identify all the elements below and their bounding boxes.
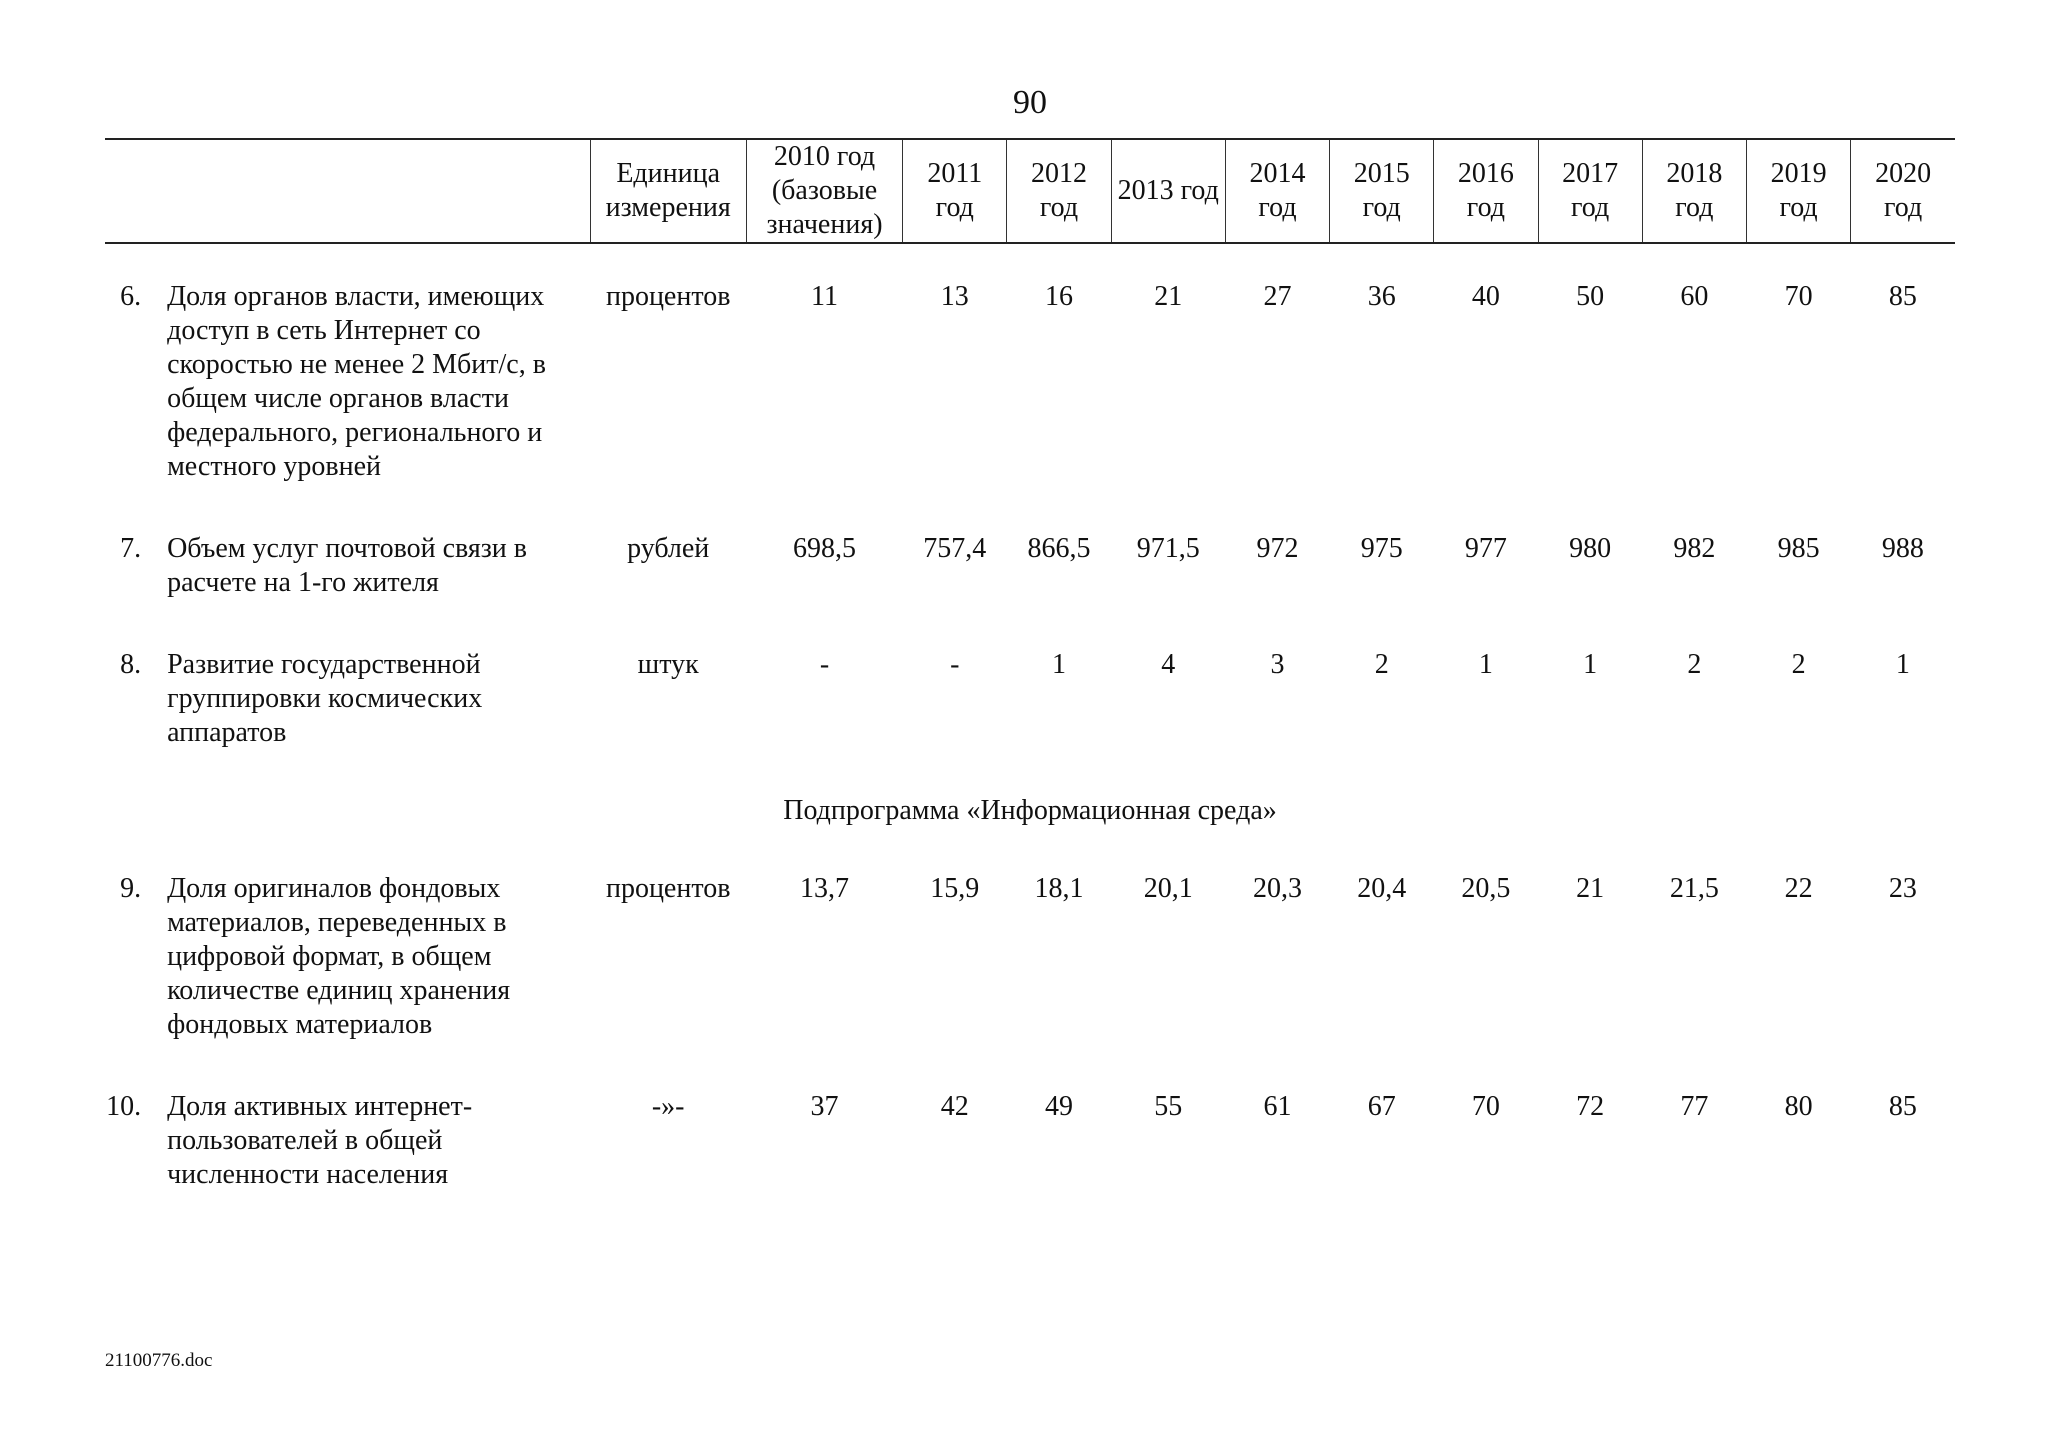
table-row	[105, 532, 1955, 600]
table-row	[105, 1090, 1955, 1192]
value-2012: 18,1	[1034, 873, 1084, 904]
row-number: 9.	[120, 873, 142, 904]
header-year-2018: 2018 год	[1642, 139, 1746, 243]
value-2014: 27	[1263, 281, 1292, 312]
header-year-2017: 2017 год	[1538, 139, 1642, 243]
subprogram-row	[105, 794, 1955, 828]
unit-cell: -»-	[651, 1091, 685, 1122]
value-2013: 21	[1154, 281, 1183, 312]
value-2010: 11	[811, 281, 838, 312]
value-2010: 13,7	[800, 873, 850, 904]
row-number: 8.	[120, 649, 142, 680]
value-2017: 21	[1576, 873, 1605, 904]
row-number: 10.	[106, 1091, 142, 1122]
value-2019: 70	[1784, 281, 1813, 312]
value-2010: 37	[810, 1091, 839, 1122]
indicator-name: Доля активных интернет-пользователей в общей численности населения	[167, 1091, 473, 1190]
value-2017: 50	[1576, 281, 1605, 312]
value-2016: 40	[1471, 281, 1500, 312]
value-2018: 21,5	[1669, 873, 1719, 904]
value-2018: 60	[1680, 281, 1709, 312]
page-number: 90	[1013, 84, 1047, 121]
value-2016: 70	[1471, 1091, 1500, 1122]
table-row	[105, 872, 1955, 1042]
value-2020: 988	[1881, 533, 1924, 564]
value-2014: 3	[1270, 649, 1285, 680]
value-2017: 980	[1569, 533, 1612, 564]
value-2013: 20,1	[1143, 873, 1193, 904]
value-2010: -	[819, 649, 830, 680]
header-year-2019: 2019 год	[1746, 139, 1850, 243]
header-year-2020: 2020 год	[1851, 139, 1955, 243]
value-2015: 67	[1367, 1091, 1396, 1122]
value-2014: 972	[1256, 533, 1299, 564]
value-2012: 49	[1045, 1091, 1074, 1122]
indicator-name: Развитие государственной группировки космических аппаратов	[167, 649, 483, 748]
value-2015: 2	[1374, 649, 1389, 680]
value-2020: 85	[1888, 1091, 1917, 1122]
unit-cell: рублей	[627, 533, 710, 564]
value-2017: 72	[1576, 1091, 1605, 1122]
value-2018: 77	[1680, 1091, 1709, 1122]
value-2012: 16	[1045, 281, 1074, 312]
table-header-row	[105, 139, 1955, 243]
value-2016: 20,5	[1461, 873, 1511, 904]
value-2016: 977	[1464, 533, 1507, 564]
value-2020: 23	[1888, 873, 1917, 904]
row-number: 6.	[120, 281, 142, 312]
value-2012: 1	[1052, 649, 1067, 680]
table-row	[105, 648, 1955, 750]
header-number-cell	[105, 139, 145, 243]
header-indicator-cell	[145, 139, 590, 243]
header-year-2016: 2016 год	[1434, 139, 1538, 243]
value-2011: 13	[940, 281, 969, 312]
unit-cell: процентов	[605, 281, 731, 312]
value-2020: 85	[1888, 281, 1917, 312]
value-2019: 2	[1791, 649, 1806, 680]
header-year-2013: 2013 год	[1111, 139, 1225, 243]
value-2014: 61	[1263, 1091, 1292, 1122]
header-base-year: 2010 год (базовые значения)	[746, 139, 902, 243]
value-2011: 42	[940, 1091, 969, 1122]
unit-cell: штук	[637, 649, 699, 680]
value-2013: 4	[1161, 649, 1176, 680]
value-2011: 757,4	[923, 533, 987, 564]
header-year-2011: 2011 год	[903, 139, 1007, 243]
value-2010: 698,5	[793, 533, 857, 564]
value-2018: 2	[1687, 649, 1702, 680]
table-row	[105, 280, 1955, 484]
value-2013: 55	[1154, 1091, 1183, 1122]
value-2019: 80	[1784, 1091, 1813, 1122]
header-year-2015: 2015 год	[1330, 139, 1434, 243]
value-2019: 985	[1777, 533, 1820, 564]
header-year-2012: 2012 год	[1007, 139, 1111, 243]
subprogram-title: Подпрограмма «Информационная среда»	[783, 795, 1277, 826]
value-2011: 15,9	[930, 873, 980, 904]
indicator-name: Доля органов власти, имеющих доступ в сеть Интернет со скоростью не менее 2 Мбит/с, в общем числе органов власти федерального, регионального и местного уровней	[167, 281, 546, 482]
value-2015: 36	[1367, 281, 1396, 312]
value-2016: 1	[1478, 649, 1493, 680]
value-2017: 1	[1583, 649, 1598, 680]
document-file-name: 21100776.doc	[105, 1350, 213, 1371]
value-2015: 975	[1360, 533, 1403, 564]
indicators-table	[105, 138, 1955, 1192]
indicator-name: Доля оригиналов фондовых материалов, переведенных в цифровой формат, в общем количестве единиц хранения фондовых материалов	[167, 873, 511, 1040]
header-unit: Единица измерения	[590, 139, 746, 243]
unit-cell: процентов	[605, 873, 731, 904]
value-2018: 982	[1673, 533, 1716, 564]
value-2014: 20,3	[1252, 873, 1302, 904]
header-year-2014: 2014 год	[1225, 139, 1329, 243]
value-2012: 866,5	[1027, 533, 1091, 564]
value-2019: 22	[1784, 873, 1813, 904]
row-number: 7.	[120, 533, 142, 564]
value-2013: 971,5	[1136, 533, 1200, 564]
value-2020: 1	[1895, 649, 1910, 680]
value-2015: 20,4	[1357, 873, 1407, 904]
indicator-name: Объем услуг почтовой связи в расчете на 1-го жителя	[167, 533, 528, 598]
value-2011: -	[950, 649, 960, 680]
